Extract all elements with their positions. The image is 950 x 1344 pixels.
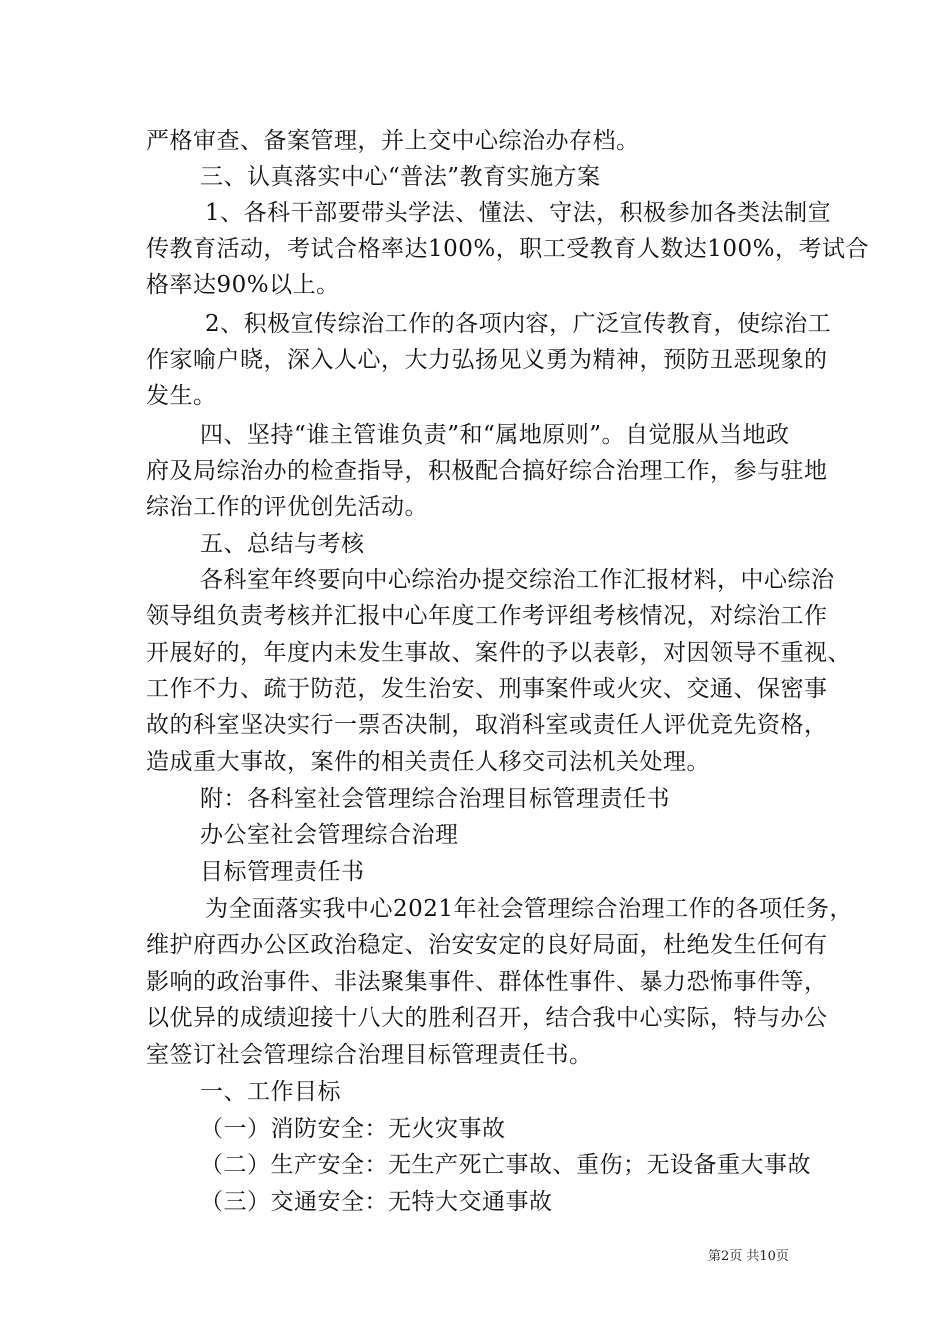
section-heading: 三、认真落实中心“普法”教育实施方案 — [200, 164, 601, 190]
section-heading: 一、工作目标 — [200, 1079, 341, 1105]
text-line: 附：各科室社会管理综合治理目标管理责任书 — [200, 786, 670, 812]
text-line: 目标管理责任书 — [200, 859, 365, 885]
text-line: 以优异的成绩迎接十八大的胜利召开，结合我中心实际，特与办公 — [146, 1005, 828, 1031]
text-line: 造成重大事故，案件的相关责任人移交司法机关处理。 — [146, 749, 710, 775]
text-line: 作家喻户晓，深入人心，大力弘扬见义勇为精神，预防丑恶现象的 — [146, 347, 828, 373]
section-heading: 四、坚持“谁主管谁负责”和“属地原则”。自觉服从当地政 — [200, 422, 790, 448]
text-line: 发生。 — [146, 383, 217, 409]
text-line: 工作不力、疏于防范，发生治安、刑事案件或火灾、交通、保密事 — [146, 676, 828, 702]
text-line: 维护府西办公区政治稳定、治安安定的良好局面，杜绝发生任何有 — [146, 932, 828, 958]
text-line: （三）交通安全：无特大交通事故 — [200, 1189, 553, 1215]
text-line: 各科室年终要向中心综治办提交综治工作汇报材料，中心综治 — [200, 567, 835, 593]
text-line: 府及局综治办的检查指导，积极配合搞好综合治理工作，参与驻地 — [146, 458, 828, 484]
text-line: 2、积极宣传综治工作的各项内容，广泛宣传教育，使综治工 — [205, 311, 832, 337]
text-line: （二）生产安全：无生产死亡事故、重伤；无设备重大事故 — [200, 1152, 811, 1178]
text-line: 为全面落实我中心2021年社会管理综合治理工作的各项任务， — [205, 896, 854, 922]
text-line: 综治工作的评优创先活动。 — [146, 494, 428, 520]
text-line: 故的科室坚决实行一票否决制，取消科室或责任人评优竞先资格， — [146, 712, 828, 738]
text-line: 格率达90%以上。 — [146, 272, 340, 298]
text-line: 开展好的，年度内未发生事故、案件的予以表彰，对因领导不重视、 — [146, 640, 851, 666]
text-line: 影响的政治事件、非法聚集事件、群体性事件、暴力恐怖事件等， — [146, 969, 828, 995]
text-line: 办公室社会管理综合治理 — [200, 822, 459, 848]
text-line: 1、各科干部要带头学法、懂法、守法，积极参加各类法制宣 — [205, 200, 832, 226]
page-number-footer: 第2页 共10页 — [708, 1249, 789, 1264]
text-line: 领导组负责考核并汇报中心年度工作考评组考核情况，对综治工作 — [146, 603, 828, 629]
text-line: （一）消防安全：无火灾事故 — [200, 1116, 506, 1142]
text-line: 传教育活动，考试合格率达100%，职工受教育人数达100%，考试合 — [146, 236, 870, 262]
section-heading: 五、总结与考核 — [200, 531, 365, 557]
text-line: 严格审查、备案管理，并上交中心综治办存档。 — [146, 128, 640, 154]
text-line: 室签订社会管理综合治理目标管理责任书。 — [146, 1042, 593, 1068]
